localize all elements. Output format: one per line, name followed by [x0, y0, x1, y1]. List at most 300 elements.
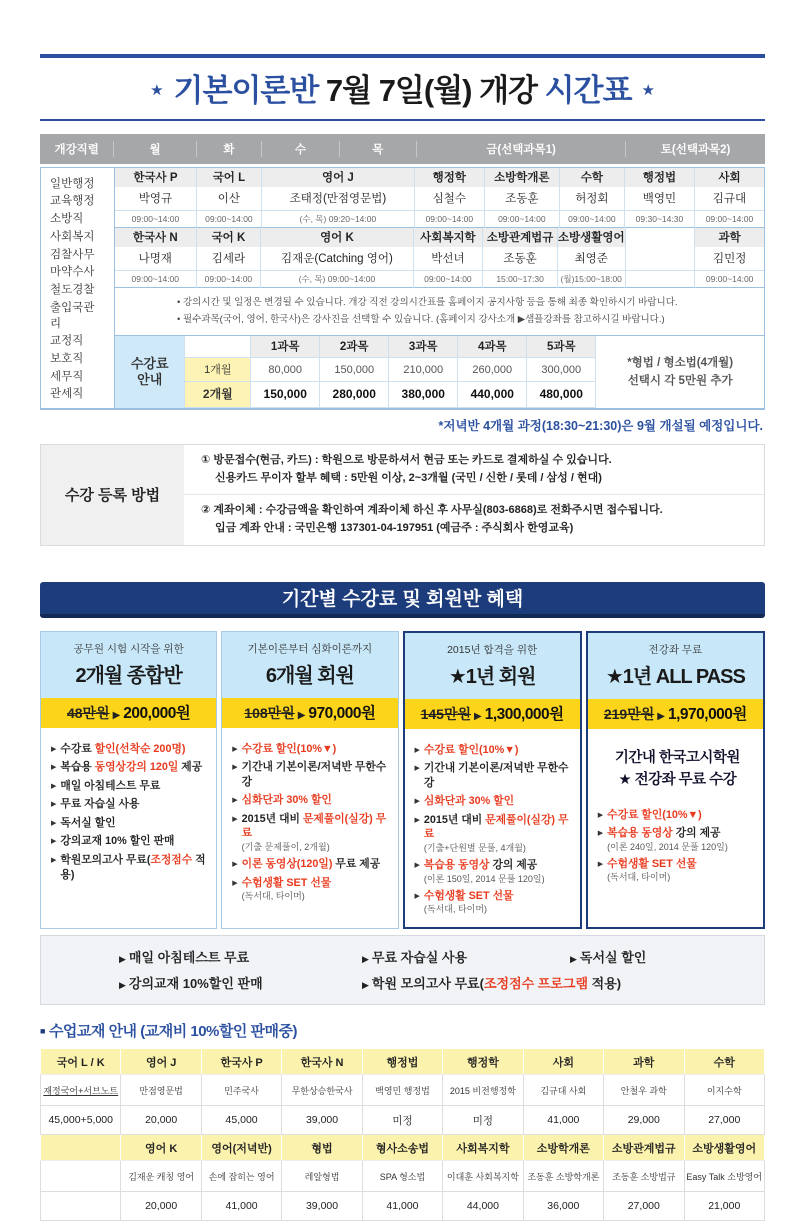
- registration-box: [40, 444, 765, 545]
- registration-line: [201, 470, 758, 488]
- subject-cell: 영어 J: [262, 168, 414, 188]
- subject-cell: 과학: [695, 228, 764, 248]
- textbook-price-row-cell: 41,000: [201, 1192, 281, 1221]
- plan-title: 6개월 회원: [265, 664, 354, 687]
- text-segment: 수강료: [60, 742, 95, 755]
- fee-header-blank: [185, 336, 250, 358]
- common-benefits-box: [40, 935, 765, 1005]
- textbook-name-row-cell: 만점영문법: [121, 1075, 201, 1106]
- registration-label: 수강 등록 방법: [41, 445, 184, 544]
- subject-cell: 행정학: [415, 168, 484, 188]
- textbook-name-row-cell: SPA 형소법: [362, 1161, 442, 1192]
- bullet-icon: ▶: [51, 838, 57, 846]
- textbook-price-row-cell: 미정: [362, 1106, 442, 1135]
- subject-cell: 국어 K: [197, 228, 261, 248]
- title-highlight-1: 기본이론반: [173, 73, 326, 108]
- textbook-name-row-cell: 김규대 사회: [523, 1075, 603, 1106]
- bullet-text: [424, 743, 519, 758]
- teacher-cell: 김민정: [695, 248, 764, 271]
- textbook-price-row-cell: 20,000: [121, 1106, 201, 1135]
- bullet-icon: ▶: [414, 862, 420, 870]
- evening-class-note: *저녁반 4개월 과정(18:30~21:30)은 9월 개설될 예정입니다.: [438, 419, 763, 434]
- textbook-name-row: [41, 1075, 765, 1106]
- text-segment: 강의 제공: [672, 827, 721, 840]
- textbook-section-title: [40, 1020, 765, 1041]
- text-segment: 무료 자습실 사용: [371, 950, 468, 966]
- title-middle: 7월 7일(월) 개강: [325, 73, 545, 108]
- teacher-cell: 조동훈: [483, 248, 557, 271]
- plan-bullet: [415, 813, 574, 854]
- textbook-price-row-cell: 미정: [443, 1106, 523, 1135]
- teacher-cell: 김세라: [197, 248, 261, 271]
- bullet-icon: ▶: [232, 815, 238, 823]
- time-cell: (월)15:00~18:00: [558, 271, 625, 288]
- bullet-note: (독서대, 타이머): [607, 872, 671, 883]
- common-benefit-item: [119, 947, 362, 966]
- registration-row: [184, 494, 764, 544]
- textbook-name-row-cell: Easy Talk 소방영어: [684, 1161, 765, 1192]
- job-category: 교육행정: [50, 195, 95, 208]
- teacher-cell: 김규대: [695, 188, 764, 211]
- text-segment: 수험생활 SET 선물: [241, 876, 332, 889]
- plan-benefits: [405, 729, 580, 928]
- plan-header: [588, 633, 763, 699]
- time-cell: 09:00~14:00: [485, 211, 559, 228]
- text-segment: 문제풀이(실강) 무료: [423, 813, 569, 841]
- bullet-icon: ▶: [597, 860, 604, 868]
- timetable-body: [115, 168, 764, 408]
- bullet-text: [607, 826, 728, 853]
- timetable-group-2: [115, 228, 764, 288]
- textbook-header-row-cell: 형법: [282, 1135, 362, 1161]
- job-category: 소방직: [50, 213, 84, 226]
- job-category: 출입국관리: [50, 301, 95, 330]
- bullet-note: (기출 문제풀이, 2개월): [241, 841, 330, 852]
- bullet-text: [242, 857, 381, 872]
- text-segment: 수험생활 SET 선물: [423, 889, 514, 902]
- registration-row: [184, 445, 764, 494]
- fee-value-cell: 150,000: [319, 358, 388, 382]
- subject-cell: 수학: [560, 168, 624, 188]
- new-price: 200,000원: [123, 704, 191, 722]
- job-category: 보호직: [50, 353, 84, 366]
- fee-value-cell: 380,000: [388, 382, 457, 408]
- textbook-price-row-cell: 27,000: [604, 1192, 684, 1221]
- plan-subtitle: 2015년 합격을 위한: [447, 643, 538, 656]
- timetable-column: [557, 228, 625, 288]
- fee-value-cell: 150,000: [250, 382, 319, 408]
- timetable-column: [624, 168, 694, 228]
- bullet-icon: ▶: [51, 801, 57, 809]
- teacher-cell: 김재운(Catching 영어): [261, 248, 412, 271]
- bullet-icon: ▶: [597, 811, 604, 819]
- teacher-cell: 백영민: [625, 188, 694, 211]
- fee-header-cell: 1과목: [250, 336, 319, 358]
- text-segment: 심화단과 30% 할인: [241, 794, 332, 807]
- textbook-header-row: [41, 1049, 765, 1075]
- registration-line: [201, 452, 758, 470]
- timetable-column: [261, 168, 414, 228]
- subject-cell: [626, 228, 695, 248]
- bullet-text: [242, 742, 337, 757]
- teacher-cell: 허정회: [560, 188, 624, 211]
- textbook-header-row-cell: 사회: [523, 1049, 603, 1075]
- bullet-text: [424, 761, 574, 790]
- plan-price: [41, 698, 216, 728]
- bullet-text: [242, 876, 332, 903]
- text-segment: 문제풀이(실강) 무료: [241, 812, 387, 840]
- day-header-cell: 화: [196, 141, 261, 157]
- text-segment: 강의교재 10% 할인 판매: [60, 835, 175, 848]
- old-price: 48만원: [66, 704, 110, 721]
- text-segment: 복습용: [60, 761, 95, 774]
- old-price: 108만원: [244, 704, 295, 721]
- job-category: 사회복지: [50, 230, 95, 243]
- textbook-header-row-cell: 행정학: [443, 1049, 523, 1075]
- job-category: 마약수사: [50, 266, 95, 279]
- fee-value-cell: 260,000: [457, 358, 526, 382]
- text-segment: 기간내 기본이론/저녁반 무한수강: [423, 762, 569, 789]
- common-benefit-item: [362, 947, 570, 966]
- plan-highlight-line: 기간내 한국고시학원: [614, 749, 740, 766]
- text-segment: 2015년 대비: [423, 813, 486, 826]
- text-segment: 동영상강의 120일: [94, 761, 179, 774]
- bullet-text: [424, 813, 574, 854]
- bullet-icon: ▶: [414, 798, 420, 806]
- plan-benefits: [222, 728, 397, 929]
- fee-header-cell: 5과목: [526, 336, 595, 358]
- time-cell: 09:00~14:00: [115, 211, 196, 228]
- textbook-name-row-cell: 백영민 행정법: [362, 1075, 442, 1106]
- text-segment: 적용): [60, 853, 206, 881]
- bullet-text: [60, 834, 174, 849]
- textbook-header-row-cell: 영어 J: [121, 1049, 201, 1075]
- common-benefit-item: [119, 973, 362, 992]
- job-category: 관세직: [50, 388, 84, 401]
- text-segment: 수강료 할인(10%▼): [607, 808, 702, 821]
- teacher-cell: 조동훈: [485, 188, 559, 211]
- textbook-name-row-cell: 조동훈 소방학개론: [523, 1161, 603, 1192]
- timetable-column: [559, 168, 624, 228]
- timetable-column: [115, 228, 196, 288]
- timetable-notes: [115, 288, 764, 336]
- plan-bullet: [415, 858, 574, 885]
- textbook-header-row-cell: 형사소송법: [362, 1135, 442, 1161]
- textbook-name-row-cell: 조동훈 소방법규: [604, 1161, 684, 1192]
- textbook-name-row-cell: 이대훈 사회복지학: [443, 1161, 523, 1192]
- textbook-price-row-cell: [41, 1192, 121, 1221]
- textbook-price-row-cell: 44,000: [443, 1192, 523, 1221]
- text-segment: 강의 제공: [489, 859, 538, 872]
- textbook-price-row-cell: 36,000: [523, 1192, 603, 1221]
- plan-title: ★1년 회원: [448, 665, 536, 688]
- plan-bullet: [415, 743, 574, 758]
- bullet-text: [242, 793, 332, 808]
- bullet-text: [607, 808, 702, 823]
- timetable-column: [414, 168, 484, 228]
- time-cell: 09:00~14:00: [415, 211, 484, 228]
- bullet-text: [60, 816, 115, 831]
- text-segment: 매일 아침테스트 무료: [128, 950, 250, 966]
- job-category: 세무직: [50, 370, 84, 383]
- bullet-text: [424, 858, 545, 885]
- textbook-price-row-cell: 45,000: [201, 1106, 281, 1135]
- textbook-name-row-cell: 레알형법: [282, 1161, 362, 1192]
- bullet-note: (이론 150일, 2014 문풀 120일): [423, 873, 545, 884]
- common-benefits-grid: [119, 947, 764, 992]
- bullet-text: [424, 889, 514, 916]
- bullet-text: [60, 742, 185, 757]
- timetable-column: [694, 228, 764, 288]
- timetable-column: [115, 168, 196, 228]
- plan-bullet: [415, 794, 574, 809]
- common-benefit-item: [570, 947, 764, 966]
- textbook-name-row-cell: 이지수학: [684, 1075, 765, 1106]
- textbook-header-row-cell: 소방생활영어: [684, 1135, 765, 1161]
- textbook-header-row-cell: 한국사 P: [201, 1049, 281, 1075]
- bullet-icon: ▶: [119, 954, 126, 965]
- bullet-icon: ▶: [51, 745, 57, 753]
- textbook-header-row-cell: 행정법: [362, 1049, 442, 1075]
- bullet-text: [242, 760, 392, 789]
- time-cell: 09:00~14:00: [115, 271, 196, 288]
- textbook-price-row-cell: 39,000: [282, 1192, 362, 1221]
- job-category: 일반행정: [50, 177, 95, 190]
- fee-side-note-line1: *형법 / 형소법(4개월): [627, 356, 734, 369]
- time-cell: 09:30~14:30: [625, 211, 694, 228]
- text-segment: 제공: [178, 761, 203, 774]
- text-segment: 기간내 기본이론/저녁반 무한수강: [241, 761, 387, 788]
- fee-row-label: 2개월: [185, 382, 250, 408]
- text-segment: 매일 아침테스트 무료: [60, 779, 161, 792]
- textbook-price-row-cell: 29,000: [604, 1106, 684, 1135]
- text-segment: 이론 동영상(120일): [241, 858, 333, 871]
- textbook-price-row-cell: 27,000: [684, 1106, 765, 1135]
- title-highlight-2: 시간표: [544, 73, 632, 108]
- plan-subtitle: 전강좌 무료: [648, 643, 703, 656]
- day-header-cell: 월: [113, 141, 195, 157]
- plan-price: [222, 698, 397, 728]
- timetable-group-1: [115, 168, 764, 228]
- fee-value-cell: 280,000: [319, 382, 388, 408]
- subject-cell: 영어 K: [261, 228, 412, 248]
- text-segment: 입금 계좌 안내: [215, 521, 285, 534]
- timetable-column: [260, 228, 412, 288]
- fee-label-line1: 수강료: [130, 355, 169, 371]
- text-segment: : 5만원 이상, 2~3개월 (국민 / 신한 / 롯데 / 삼성 / 현대): [341, 471, 602, 484]
- textbook-price-row-cell: 41,000: [362, 1192, 442, 1221]
- text-segment: ① 방문접수(현금, 카드): [201, 454, 312, 467]
- job-category-list: [41, 168, 115, 408]
- subject-cell: 한국사 P: [115, 168, 196, 188]
- text-segment: 무료 자습실 사용: [60, 798, 140, 811]
- textbook-header-row-cell: 사회복지학: [443, 1135, 523, 1161]
- teacher-cell: 이산: [197, 188, 261, 211]
- fee-section: [115, 336, 764, 408]
- old-price: 145만원: [420, 705, 472, 722]
- bullet-icon: ▶: [414, 765, 420, 773]
- teacher-cell: 박영규: [115, 188, 196, 211]
- fee-header-cell: 3과목: [388, 336, 457, 358]
- timetable-column: [196, 228, 261, 288]
- plan-bullet: [51, 797, 210, 812]
- textbook-price-row: [41, 1192, 765, 1221]
- teacher-cell: 심철수: [415, 188, 484, 211]
- plan-title: ★1년 ALL PASS: [605, 665, 745, 688]
- star-icon: ★: [150, 82, 164, 99]
- text-segment: 수강료 할인(10%▼): [423, 743, 519, 756]
- textbook-name-row-cell: 손에 잡히는 영어: [201, 1161, 281, 1192]
- text-segment: 학원 모의고사 무료(: [371, 976, 484, 992]
- textbook-name-row-cell: 무한상승한국사: [282, 1075, 362, 1106]
- bullet-text: [242, 812, 392, 853]
- subject-cell: 소방생활영어: [558, 228, 625, 248]
- common-benefit-item: [362, 973, 764, 992]
- textbook-section-title-text: 수업교재 안내 (교재비 10%할인 판매중): [48, 1023, 297, 1041]
- day-header-cell: 수: [261, 141, 338, 157]
- textbook-name-row: [41, 1161, 765, 1192]
- subject-cell: 행정법: [625, 168, 694, 188]
- bullet-note: (기출+단원별 문풀, 4개월): [423, 842, 526, 853]
- new-price: 1,300,000원: [484, 705, 564, 723]
- arrow-icon: ▶: [657, 710, 665, 722]
- fee-label-line2: 안내: [137, 372, 163, 388]
- plan-subtitle: 기본이론부터 심화이론까지: [247, 642, 373, 655]
- fee-value-cell: 80,000: [250, 358, 319, 382]
- time-cell: [626, 271, 695, 288]
- page-title: [40, 54, 765, 121]
- plan-bullet: [51, 742, 210, 757]
- textbook-header-row: [41, 1135, 765, 1161]
- plan-title: 2개월 종합반: [75, 664, 182, 687]
- text-segment: 수강료 할인(10%▼): [241, 742, 337, 755]
- underlined-text: 재정국어+서브노트: [43, 1085, 119, 1096]
- bullet-icon: ▶: [414, 892, 420, 900]
- note-line: • 필수과목(국어, 영어, 한국사)은 강사진을 선택할 수 있습니다. (홈페이지 강사소개 ▶샘플강좌를 참고하시길 바랍니다.): [177, 311, 758, 328]
- registration-line: [201, 520, 758, 538]
- text-segment: 독서실 할인: [60, 816, 116, 829]
- fee-value-cell: 210,000: [388, 358, 457, 382]
- plan-subtitle: 공무원 시험 시작을 위한: [73, 642, 184, 655]
- time-cell: 09:00~14:00: [695, 211, 764, 228]
- bullet-icon: ▶: [232, 879, 238, 887]
- membership-plans: [40, 631, 765, 930]
- plan-bullet: [232, 742, 391, 757]
- timetable-column: [482, 228, 557, 288]
- text-segment: : 학원으로 방문하셔서 현금 또는 카드로 결제하실 수 있습니다.: [311, 454, 612, 467]
- day-header-cell: 개강직렬: [54, 144, 99, 156]
- new-price: 970,000원: [308, 704, 376, 722]
- fee-data-row: [185, 358, 595, 382]
- star-icon: ★: [641, 82, 655, 99]
- plan-bullet: [415, 761, 574, 790]
- timetable: [40, 167, 765, 410]
- time-cell: 09:00~14:00: [197, 271, 261, 288]
- time-cell: 09:00~14:00: [414, 271, 483, 288]
- plan-bullet: [232, 760, 391, 789]
- subject-cell: 사회: [695, 168, 764, 188]
- teacher-cell: 박선녀: [414, 248, 483, 271]
- plan-highlight-line: ★ 전강좌 무료 수강: [618, 772, 737, 789]
- bullet-note: (이론 240일, 2014 문풀 120일): [607, 841, 728, 852]
- text-segment: 복습용 동영상: [607, 827, 673, 840]
- textbook-price-row-cell: 39,000: [282, 1106, 362, 1135]
- plan-price: [405, 699, 580, 729]
- plan-header: [405, 633, 580, 699]
- plan-bullet: [51, 834, 210, 849]
- text-segment: 무료 제공: [332, 858, 381, 871]
- bullet-icon: ▶: [597, 830, 604, 838]
- time-cell: 15:00~17:30: [483, 271, 557, 288]
- plan-bullet: [415, 889, 574, 916]
- plan-price: [588, 699, 763, 729]
- teacher-cell: 조태정(만점영문법): [262, 188, 414, 211]
- bullet-icon: ▶: [232, 797, 238, 805]
- bullet-icon: ▶: [414, 816, 420, 824]
- textbook-price-row-cell: 21,000: [684, 1192, 765, 1221]
- subject-cell: 소방관계법규: [483, 228, 557, 248]
- text-segment: 신용카드 무이자 할부 혜택: [215, 471, 342, 484]
- textbook-header-row-cell: 한국사 N: [282, 1049, 362, 1075]
- plan-box: [40, 631, 217, 930]
- teacher-cell: [626, 248, 695, 271]
- text-segment: 2015년 대비: [241, 812, 303, 825]
- plan-box: [221, 631, 398, 930]
- bullet-text: [60, 797, 139, 812]
- bullet-icon: ▶: [570, 954, 577, 965]
- textbook-header-row-cell: 수학: [684, 1049, 765, 1075]
- fee-side-note-line2: 선택시 각 5만원 추가: [627, 375, 733, 388]
- textbook-name-row-cell: [41, 1075, 121, 1106]
- textbook-header-row-cell: 소방학개론: [523, 1135, 603, 1161]
- fee-table: [184, 336, 595, 408]
- bullet-note: (독서대, 타이머): [423, 904, 488, 915]
- text-segment: 강의교재 10%할인 판매: [128, 976, 263, 992]
- text-segment: : 수강금액을 확인하여 계좌이체 하신 후 사무실(803-6868)로 전화주시면 접수됩니다.: [255, 504, 663, 517]
- plan-box: [586, 631, 765, 930]
- fee-label: [115, 336, 184, 408]
- text-segment: : 국민은행 137301-04-197951 (예금주 : 주식회사 한영교육): [284, 521, 574, 534]
- bullet-icon: ▶: [51, 782, 57, 790]
- text-segment: 조정점수: [150, 853, 193, 866]
- fee-data-row: [185, 382, 595, 408]
- plan-bullet: [232, 793, 391, 808]
- textbook-name-row-cell: [41, 1161, 121, 1192]
- textbook-header-row-cell: 과학: [604, 1049, 684, 1075]
- plan-benefits: [41, 728, 216, 929]
- plan-bullet: [598, 808, 757, 823]
- time-cell: 09:00~14:00: [560, 211, 624, 228]
- textbook-header-row-cell: 소방관계법규: [604, 1135, 684, 1161]
- membership-section-title: 기간별 수강료 및 회원반 혜택: [40, 582, 765, 618]
- day-header-cell: 토(선택과목2): [625, 141, 765, 157]
- text-segment: 수험생활 SET 선물: [607, 857, 697, 870]
- textbook-table: [40, 1048, 765, 1221]
- text-segment: 심화단과 30% 할인: [423, 795, 515, 808]
- plan-bullet: [598, 857, 757, 884]
- textbook-price-row-cell: 41,000: [523, 1106, 603, 1135]
- textbook-header-row-cell: 영어(저녁반): [201, 1135, 281, 1161]
- old-price: 219만원: [603, 705, 655, 722]
- time-cell: 09:00~14:00: [695, 271, 764, 288]
- textbook-price-row: [41, 1106, 765, 1135]
- bullet-icon: ▶: [362, 954, 369, 965]
- job-category: 교정직: [50, 335, 84, 348]
- fee-row-label: 1개월: [185, 358, 250, 382]
- plan-bullet: [51, 779, 210, 794]
- subject-cell: 사회복지학: [414, 228, 483, 248]
- textbook-name-row-cell: 민주국사: [201, 1075, 281, 1106]
